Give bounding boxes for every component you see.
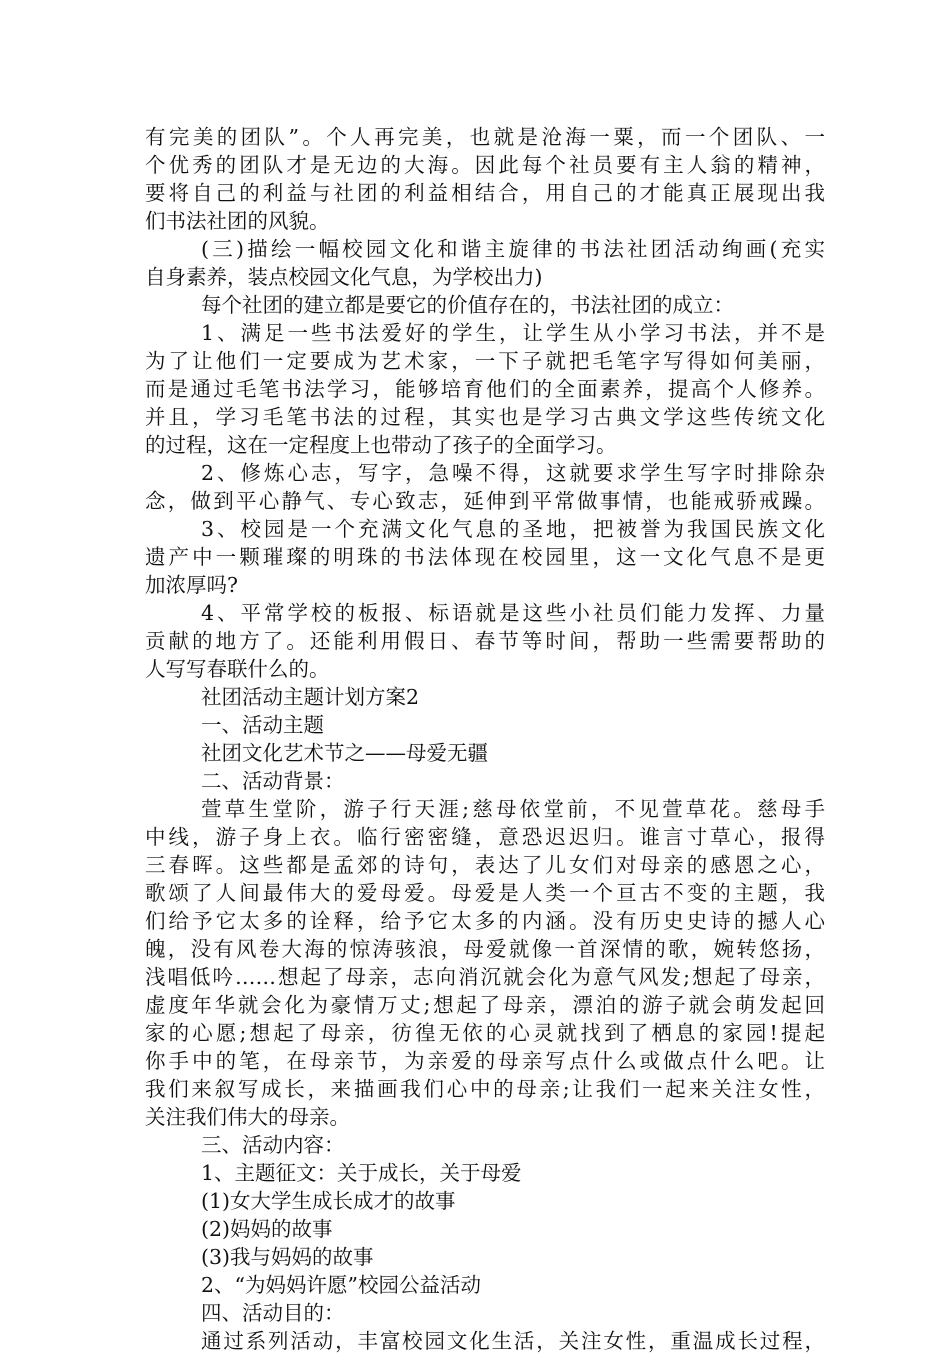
text-line: 歌颂了人间最伟大的爱母爱。母爱是人类一个亘古不变的主题，我	[145, 881, 825, 905]
text-line: 社团活动主题计划方案2	[201, 685, 420, 709]
text-line: 三、活动内容：	[201, 1133, 345, 1157]
text-line: 自身素养，装点校园文化气息，为学校出力)	[145, 265, 543, 289]
text-line: 魄，没有风卷大海的惊涛骇浪，母爱就像一首深情的歌，婉转悠扬，	[145, 937, 825, 961]
text-line: 我们来叙写成长，来描画我们心中的母亲;让我们一起来关注女性，	[145, 1077, 825, 1101]
text-line: 为了让他们一定要成为艺术家，一下子就把毛笔字写得如何美丽，	[145, 349, 825, 373]
text-line: 二、活动背景：	[201, 769, 345, 793]
text-line: 2、“为妈妈许愿”校园公益活动	[201, 1273, 482, 1297]
text-line: 你手中的笔，在母亲节，为亲爱的母亲写点什么或做点什么吧。让	[145, 1049, 825, 1073]
text-line: 的过程，这在一定程度上也带动了孩子的全面学习。	[145, 433, 617, 457]
text-line: 要将自己的利益与社团的利益相结合，用自己的才能真正展现出我	[145, 181, 825, 205]
text-line: 1、主题征文：关于成长，关于母爱	[201, 1161, 522, 1185]
text-line: 三春晖。这些都是孟郊的诗句，表达了儿女们对母亲的感恩之心，	[145, 853, 825, 877]
text-line: 遗产中一颗璀璨的明珠的书法体现在校园里，这一文化气息不是更	[145, 545, 825, 569]
text-line: 念，做到平心静气、专心致志，延伸到平常做事情，也能戒骄戒躁。	[145, 489, 825, 513]
text-line: 加浓厚吗?	[145, 573, 238, 597]
text-line: 并且，学习毛笔书法的过程，其实也是学习古典文学这些传统文化	[145, 405, 825, 429]
text-line: 每个社团的建立都是要它的价值存在的，书法社团的成立：	[201, 293, 734, 317]
text-line: 虚度年华就会化为豪情万丈;想起了母亲，漂泊的游子就会萌发起回	[145, 993, 825, 1017]
text-line: 浅唱低吟……想起了母亲，志向消沉就会化为意气风发;想起了母亲，	[145, 965, 825, 989]
text-line: 们给予它太多的诠释，给予它太多的内涵。没有历史史诗的撼人心	[145, 909, 825, 933]
text-line: 个优秀的团队才是无边的大海。因此每个社员要有主人翁的精神，	[145, 153, 825, 177]
text-line: 社团文化艺术节之——母爱无疆	[201, 741, 488, 765]
text-line: 4、平常学校的板报、标语就是这些小社员们能力发挥、力量	[201, 601, 825, 625]
text-line: 贡献的地方了。还能利用假日、春节等时间，帮助一些需要帮助的	[145, 629, 825, 653]
text-line: 一、活动主题	[201, 713, 324, 737]
text-line: 中线，游子身上衣。临行密密缝，意恐迟迟归。谁言寸草心，报得	[145, 825, 825, 849]
text-line: (3)我与妈妈的故事	[201, 1245, 374, 1269]
text-line: 萱草生堂阶，游子行天涯;慈母依堂前，不见萱草花。慈母手	[201, 797, 825, 821]
text-line: (三)描绘一幅校园文化和谐主旋律的书法社团活动绚画(充实	[201, 237, 825, 261]
text-line: (1)女大学生成长成才的故事	[201, 1189, 456, 1213]
text-line: 通过系列活动，丰富校园文化生活，关注女性，重温成长过程，	[201, 1329, 825, 1353]
text-line: 四、活动目的：	[201, 1301, 345, 1325]
text-line: (2)妈妈的故事	[201, 1217, 333, 1241]
text-line: 1、满足一些书法爱好的学生，让学生从小学习书法，并不是	[201, 321, 825, 345]
text-line: 而是通过毛笔书法学习，能够培育他们的全面素养，提高个人修养。	[145, 377, 825, 401]
text-line: 关注我们伟大的母亲。	[145, 1105, 350, 1129]
text-line: 们书法社团的风貌。	[145, 209, 330, 233]
text-line: 有完美的团队”。个人再完美，也就是沧海一粟，而一个团队、一	[145, 125, 825, 149]
text-line: 家的心愿;想起了母亲，彷徨无依的心灵就找到了栖息的家园!提起	[145, 1021, 825, 1045]
text-line: 人写写春联什么的。	[145, 657, 330, 681]
text-line: 2、修炼心志，写字，急噪不得，这就要求学生写字时排除杂	[201, 461, 825, 485]
document-body	[145, 123, 825, 1355]
text-line: 3、校园是一个充满文化气息的圣地，把被誉为我国民族文化	[201, 517, 825, 541]
